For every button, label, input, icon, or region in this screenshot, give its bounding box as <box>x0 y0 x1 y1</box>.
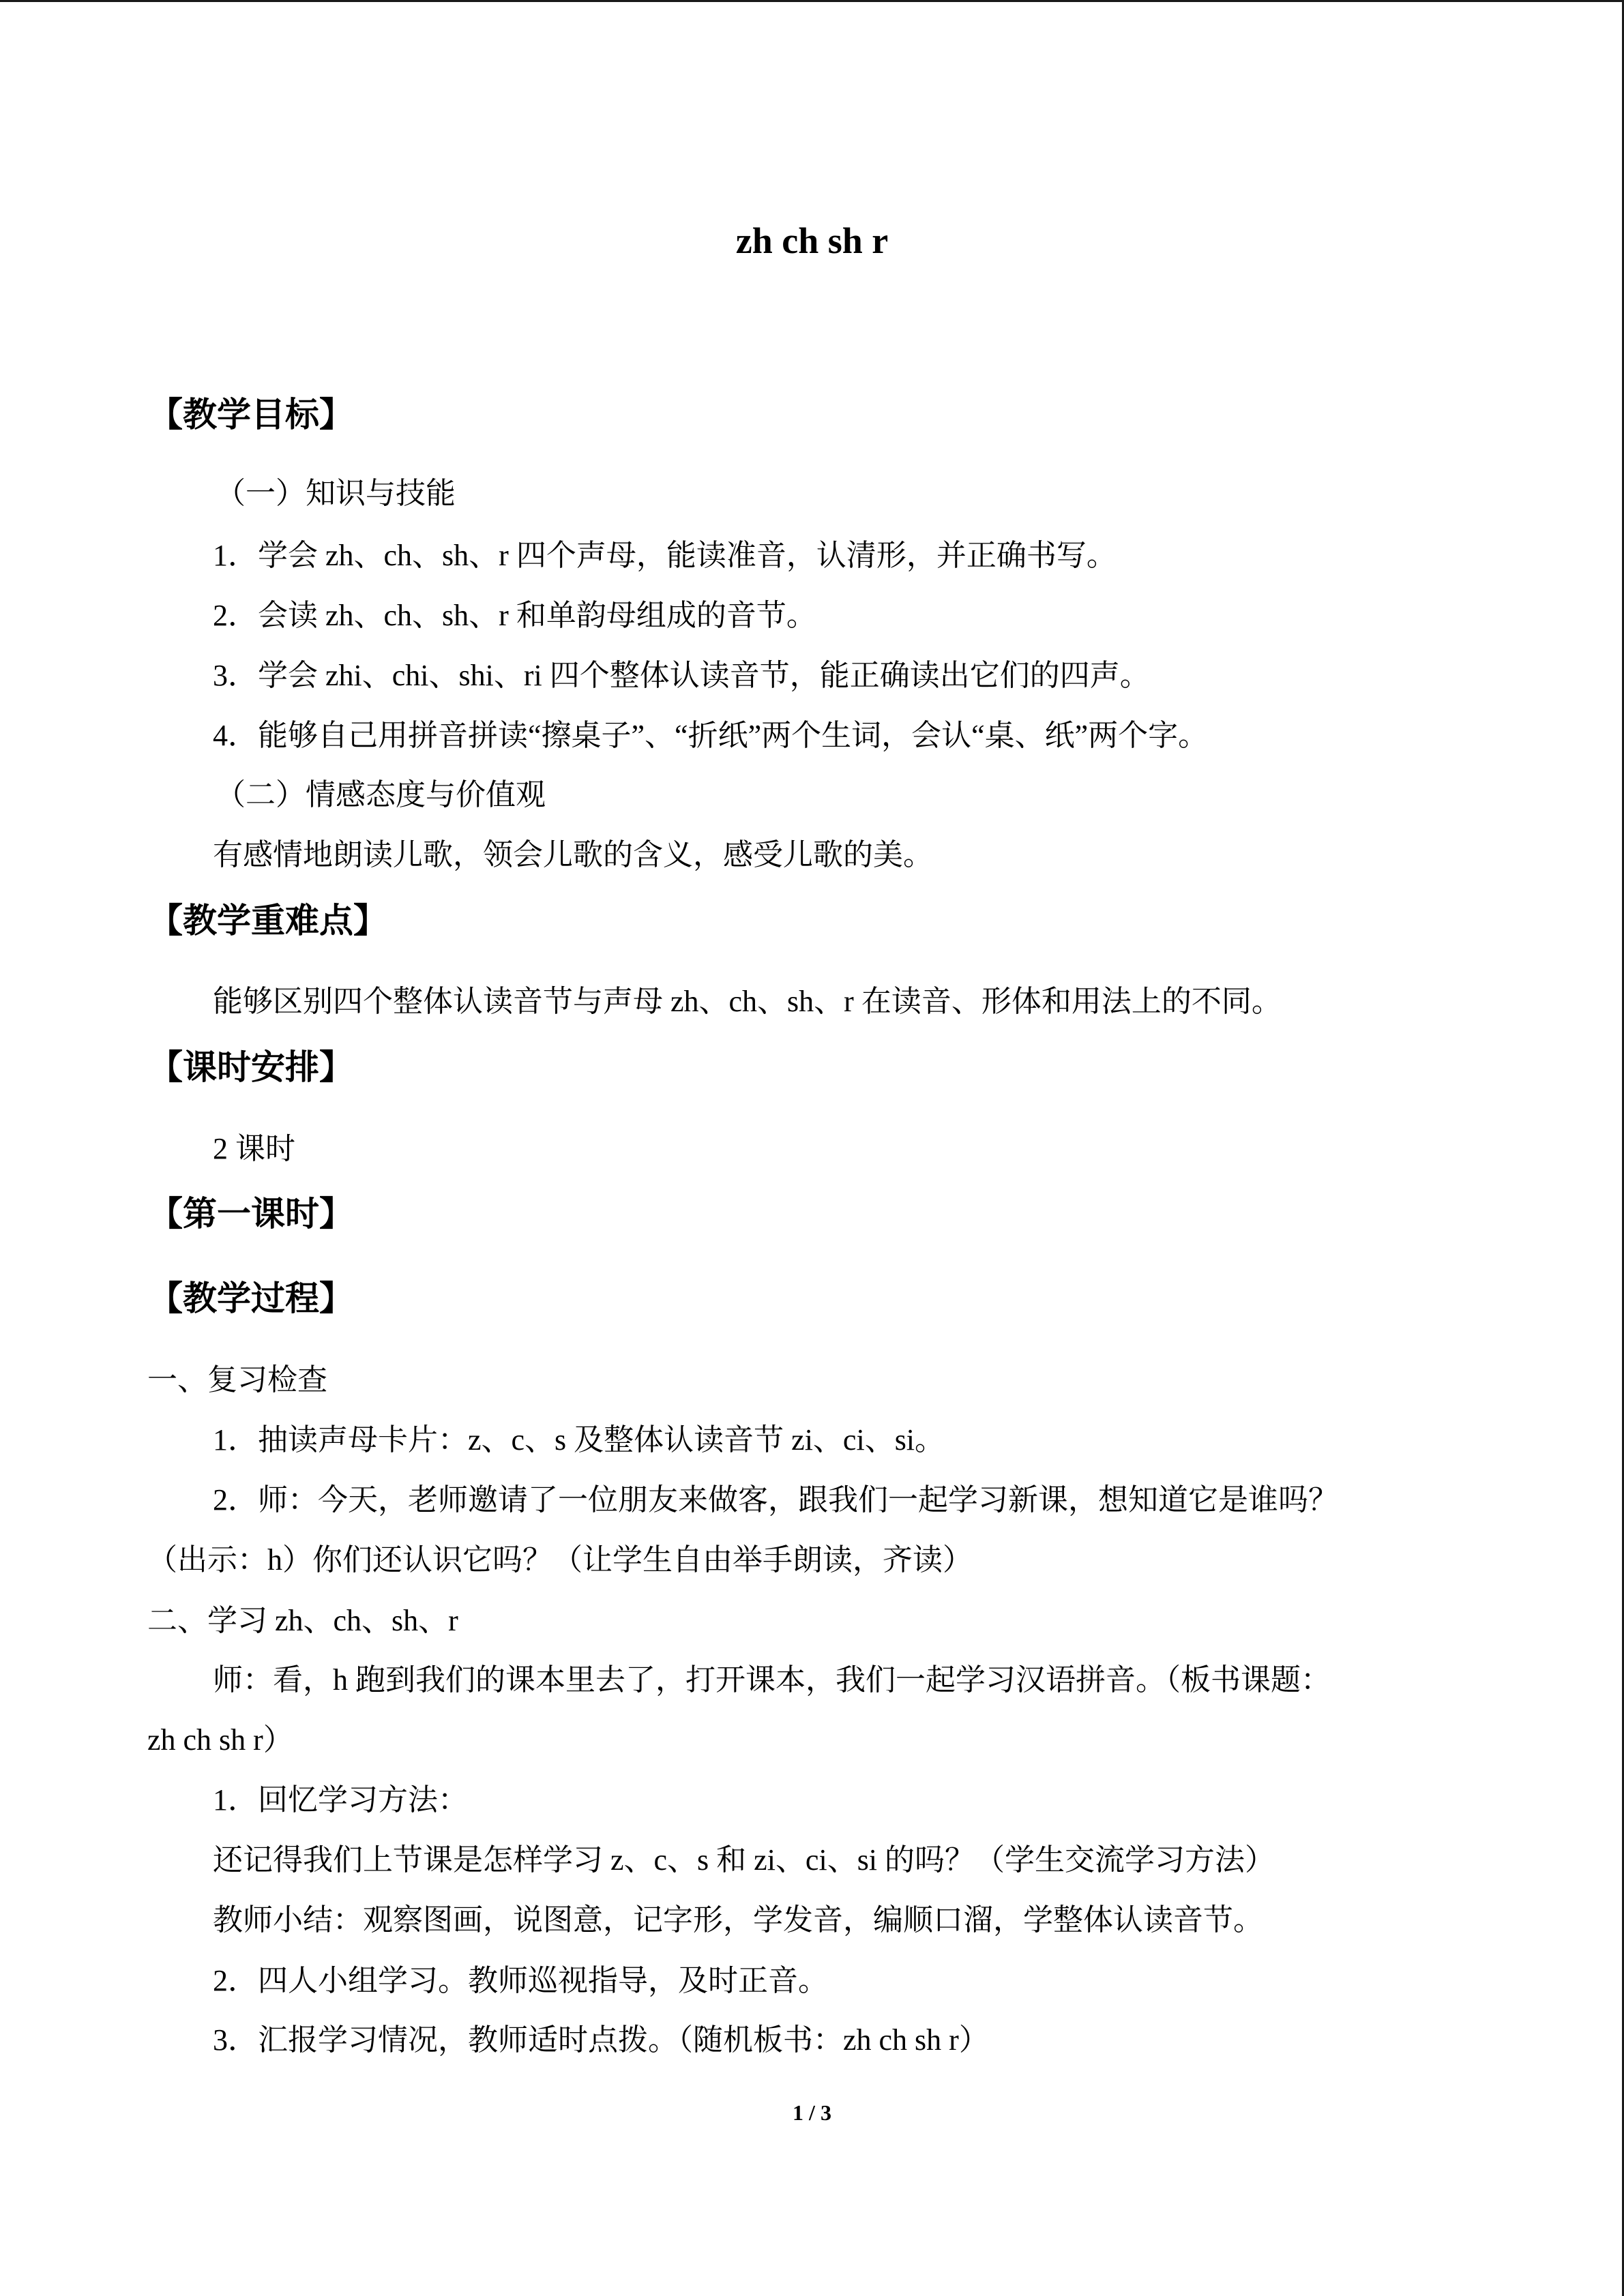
goals-item-2: 2．会读 zh、ch、sh、r 和单韵母组成的音节。 <box>213 599 816 632</box>
process-part-2-item-3: 3．汇报学习情况，教师适时点拨。（随机板书：zh ch sh r） <box>213 2023 989 2057</box>
process-part-1-item-1: 1．抽读声母卡片：z、c、s 及整体认读音节 zi、ci、si。 <box>213 1423 945 1457</box>
page-number: 1 / 3 <box>793 2100 831 2125</box>
goals-item-5: 有感情地朗读儿歌，领会儿歌的含义，感受儿歌的美。 <box>213 838 933 871</box>
section-heading-schedule: 【课时安排】 <box>149 1048 353 1086</box>
section-heading-goals: 【教学目标】 <box>149 396 353 434</box>
process-part-2-item-1: 1．回忆学习方法： <box>213 1783 468 1817</box>
document-title: zh ch sh r <box>735 220 889 261</box>
section-heading-process: 【教学过程】 <box>149 1279 353 1317</box>
goals-subheading-knowledge: （一）知识与技能 <box>216 477 456 510</box>
process-part-2-text: 师：看，h 跑到我们的课本里去了，打开课本，我们一起学习汉语拼音。（板书课题： <box>213 1663 1331 1697</box>
section-heading-keypoints: 【教学重难点】 <box>149 901 387 940</box>
process-part-1-title: 一、复习检查 <box>147 1363 327 1397</box>
process-part-2-item-1-text: 还记得我们上节课是怎样学习 z、c、s 和 zi、ci、si 的吗？（学生交流学习方法） <box>213 1843 1275 1877</box>
process-part-2-text-continued: zh ch sh r） <box>147 1723 293 1757</box>
process-part-2-title: 二、学习 zh、ch、sh、r <box>147 1604 458 1637</box>
keypoints-text: 能够区别四个整体认读音节与声母 zh、ch、sh、r 在读音、形体和用法上的不同。 <box>213 985 1282 1018</box>
process-part-2-item-2: 2．四人小组学习。教师巡视指导，及时正音。 <box>213 1964 828 1997</box>
process-part-1-item-2-continued: （出示：h）你们还认识它吗？（让学生自由举手朗读，齐读） <box>147 1543 973 1577</box>
page-top-border <box>0 0 1624 2</box>
goals-item-4: 4．能够自己用拼音拼读“擦桌子”、“折纸”两个生词，会认“桌、纸”两个字。 <box>213 719 1209 752</box>
goals-subheading-attitude: （二）情感态度与价值观 <box>216 778 546 811</box>
goals-item-1: 1．学会 zh、ch、sh、r 四个声母，能读准音，认清形，并正确书写。 <box>213 539 1117 572</box>
goals-item-3: 3．学会 zhi、chi、shi、ri 四个整体认读音节，能正确读出它们的四声。 <box>213 659 1150 692</box>
schedule-text: 2 课时 <box>213 1132 295 1165</box>
process-part-1-item-2: 2．师：今天，老师邀请了一位朋友来做客，跟我们一起学习新课，想知道它是谁吗？ <box>213 1483 1338 1517</box>
section-heading-first-lesson: 【第一课时】 <box>149 1195 353 1233</box>
process-part-2-summary: 教师小结：观察图画，说图意，记字形，学发音，编顺口溜，学整体认读音节。 <box>213 1903 1263 1937</box>
